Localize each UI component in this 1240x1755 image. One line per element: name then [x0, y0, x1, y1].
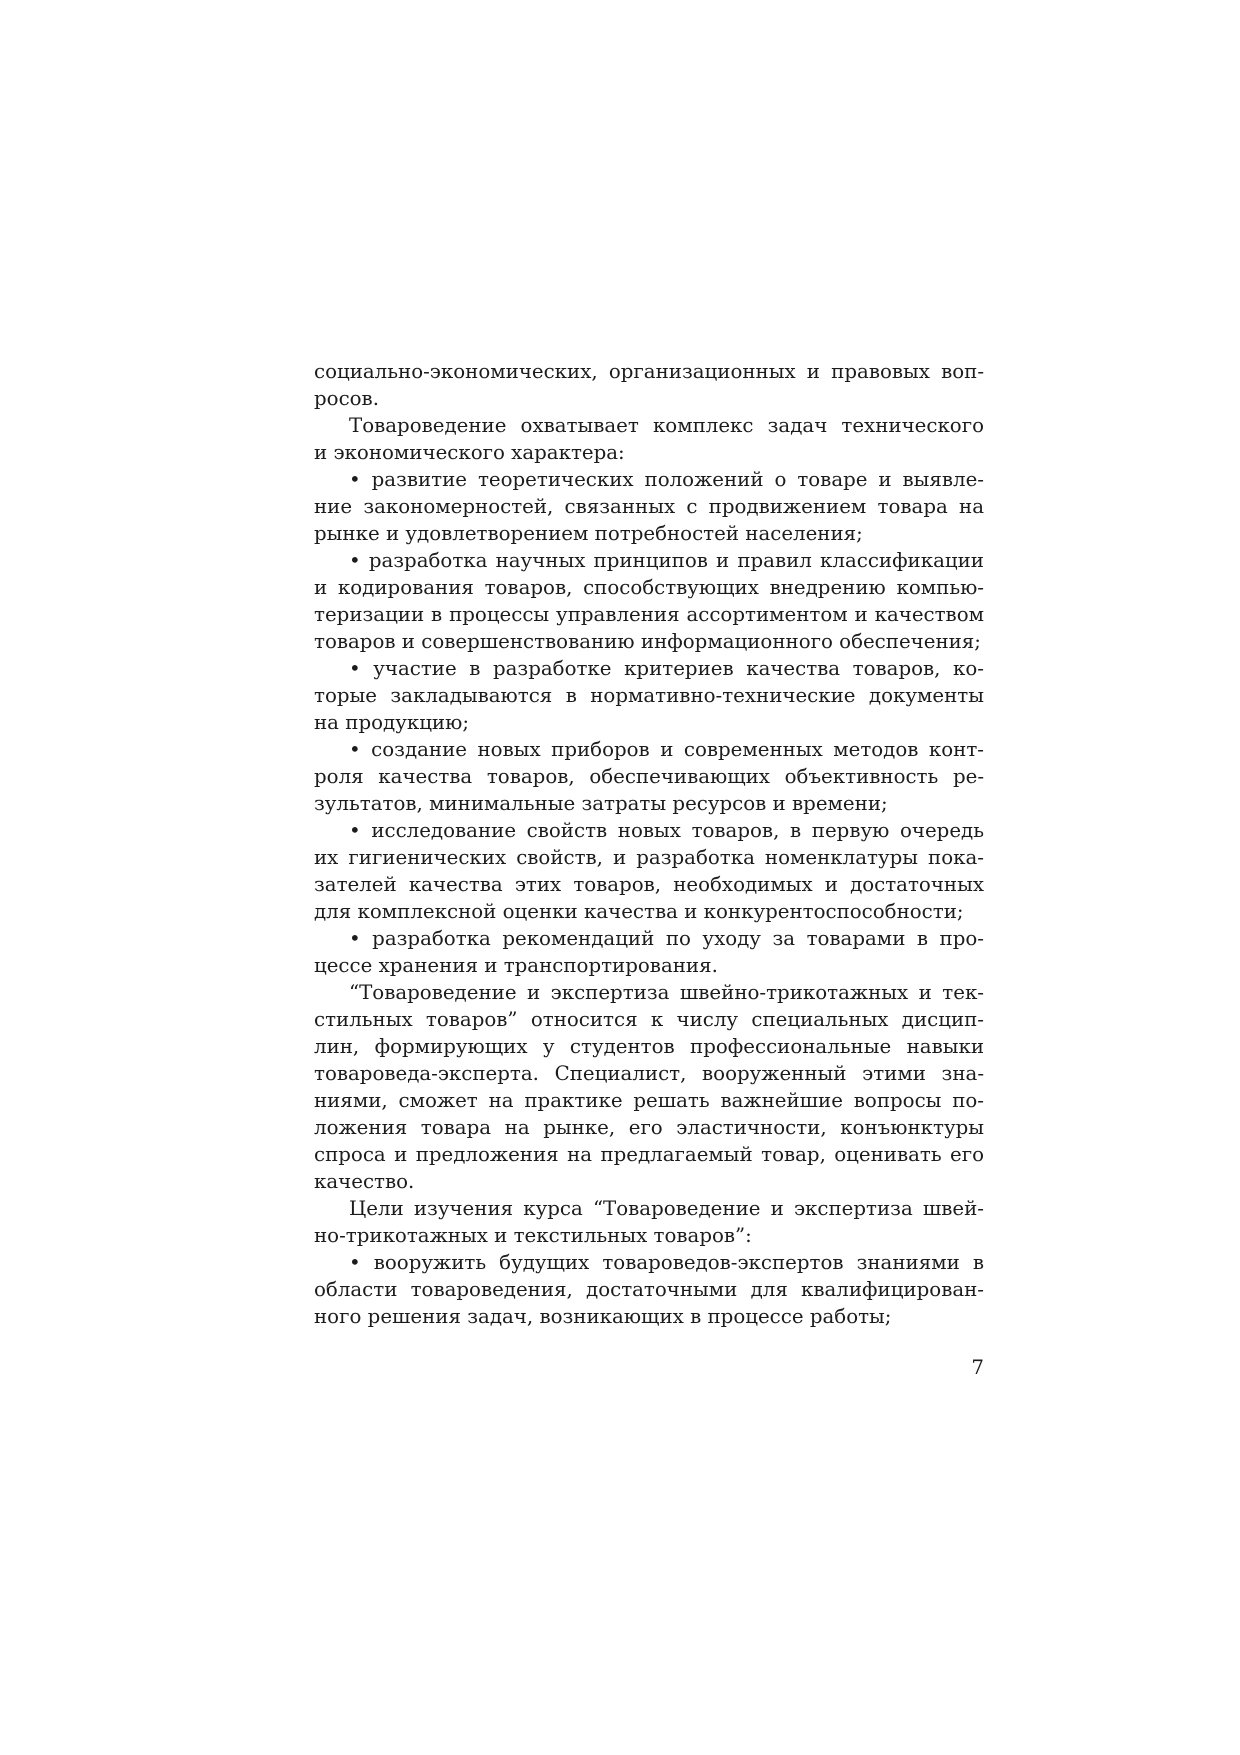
text-line: “Товароведение и экспертиза швейно-трикотажных и тек-	[349, 981, 984, 1004]
text-line: ние закономерностей, связанных с продвижением товара на	[314, 495, 984, 518]
text-line: товароведа-эксперта. Специалист, вооруженный этими зна-	[314, 1062, 984, 1085]
text-line: Товароведение охватывает комплекс задач технического	[349, 414, 984, 437]
text-line: ного решения задач, возникающих в процессе работы;	[314, 1305, 892, 1328]
text-line: росов.	[314, 387, 379, 410]
text-line: • вооружить будущих товароведов-экспертов знаниями в	[349, 1251, 984, 1274]
text-line: • создание новых приборов и современных методов конт-	[349, 738, 984, 761]
text-line: качество.	[314, 1170, 415, 1193]
text-line: зателей качества этих товаров, необходимых и достаточных	[314, 873, 984, 896]
text-line: ложения товара на рынке, его эластичности, конъюнктуры	[314, 1116, 984, 1139]
text-line: зультатов, минимальные затраты ресурсов и времени;	[314, 792, 888, 815]
text-line: теризации в процессы управления ассортиментом и качеством	[314, 603, 984, 626]
text-line: но-трикотажных и текстильных товаров”:	[314, 1224, 752, 1247]
text-line: Цели изучения курса “Товароведение и экспертиза швей-	[349, 1197, 984, 1220]
text-line: для комплексной оценки качества и конкурентоспособности;	[314, 900, 964, 923]
text-line: • развитие теоретических положений о товаре и выявле-	[349, 468, 984, 491]
text-line: лин, формирующих у студентов профессиональные навыки	[314, 1035, 984, 1058]
text-line: • разработка научных принципов и правил классификации	[349, 549, 984, 572]
text-line: стильных товаров” относится к числу специальных дисцип-	[314, 1008, 984, 1031]
text-line: • исследование свойств новых товаров, в первую очередь	[349, 819, 984, 842]
text-line: и кодирования товаров, способствующих внедрению компью-	[314, 576, 984, 599]
text-line: товаров и совершенствованию информационного обеспечения;	[314, 630, 981, 653]
text-line: на продукцию;	[314, 711, 469, 734]
text-line: цессе хранения и транспортирования.	[314, 954, 718, 977]
text-line: ниями, сможет на практике решать важнейшие вопросы по-	[314, 1089, 984, 1112]
text-line: • участие в разработке критериев качества товаров, ко-	[349, 657, 984, 680]
text-line: и экономического характера:	[314, 441, 625, 464]
page-number: 7	[971, 1356, 984, 1379]
text-line: спроса и предложения на предлагаемый товар, оценивать его	[314, 1143, 984, 1166]
text-line: области товароведения, достаточными для квалифицирован-	[314, 1278, 984, 1301]
text-line: рынке и удовлетворением потребностей населения;	[314, 522, 863, 545]
text-line: роля качества товаров, обеспечивающих объективность ре-	[314, 765, 984, 788]
text-line: • разработка рекомендаций по уходу за товарами в про-	[349, 927, 984, 950]
text-line: социально-экономических, организационных и правовых воп-	[314, 360, 984, 383]
text-line: их гигиенических свойств, и разработка номенклатуры пока-	[314, 846, 984, 869]
text-line: торые закладываются в нормативно-технические документы	[314, 684, 984, 707]
body-text	[314, 358, 984, 1330]
